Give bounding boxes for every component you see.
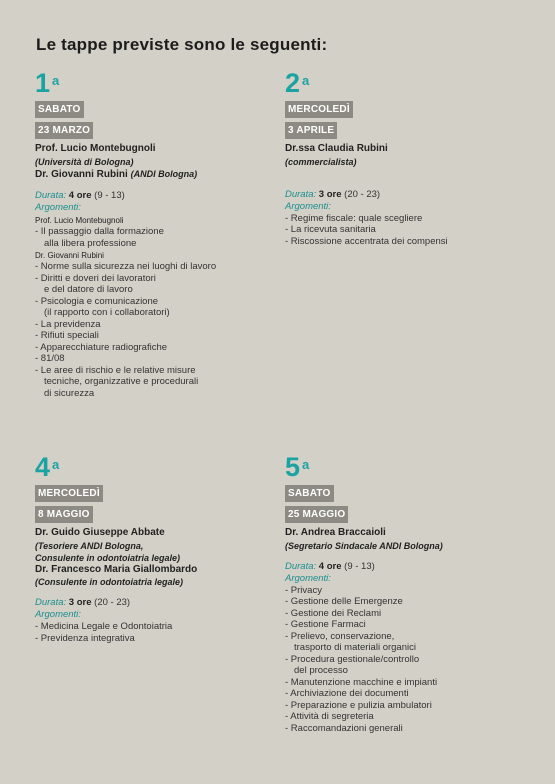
- speaker-name: Dr.ssa Claudia Rubini: [285, 143, 388, 154]
- topic-item: - Gestione Farmaci: [285, 619, 366, 630]
- topic-list: [35, 226, 280, 249]
- speaker-name: Dr. Andrea Braccaioli: [285, 527, 386, 538]
- speaker-affiliation: (Tesoriere ANDI Bologna, Consulente in odontoiatria legale): [35, 540, 181, 563]
- day-badge: SABATO: [285, 485, 334, 502]
- topic-item: - La previdenza: [35, 318, 101, 330]
- speaker-name: Prof. Lucio Montebugnoli: [35, 143, 156, 154]
- topics-label: Argomenti:: [35, 609, 81, 620]
- page-title: Le tappe previste sono le seguenti:: [36, 35, 328, 54]
- topic-list: [35, 621, 280, 644]
- day-badge: SABATO: [35, 101, 84, 118]
- topic-item: - Gestione delle Emergenze: [285, 596, 403, 607]
- speaker-affiliation: (Università di Bologna): [35, 156, 134, 167]
- speaker-affiliation: (Segretario Sindacale ANDI Bologna): [285, 540, 443, 551]
- day-badge: MERCOLEDÌ: [35, 485, 103, 502]
- topics-label: Argomenti:: [285, 572, 331, 584]
- speaker-affiliation: (Consulente in odontoiatria legale): [35, 577, 184, 587]
- date-badge: 23 MARZO: [35, 122, 93, 139]
- stage-2: [285, 69, 530, 247]
- topic-item: - Procedura gestionale/controllo del processo: [285, 653, 420, 676]
- duration: Durata: 3 ore (20 - 23): [285, 188, 381, 200]
- topic-list: [285, 213, 530, 248]
- stage-number: 5 $^a$: [285, 452, 310, 482]
- topic-item: - Diritti e doveri dei lavoratori e del datore di lavoro: [35, 272, 156, 295]
- topic-item: - Attività di segreteria: [285, 711, 374, 722]
- stage-5: [285, 453, 530, 734]
- stage-number: 4 $^a$: [35, 452, 60, 482]
- topic-item: - 81/08: [35, 353, 65, 364]
- topic-item: - Manutenzione macchine e impianti: [285, 676, 438, 688]
- topic-list: [285, 585, 530, 735]
- topic-item: - Preparazione e pulizia ambulatori: [285, 699, 432, 711]
- speaker-name: Dr. Giovanni Rubini (ANDI Bologna): [35, 168, 198, 180]
- topic-group-label: Dr. Giovanni Rubini: [35, 251, 104, 260]
- topics-label: Argomenti:: [285, 200, 331, 212]
- stage-number: 1 $^a$: [35, 68, 60, 98]
- topic-item: - Archiviazione dei documenti: [285, 688, 409, 699]
- date-badge: 8 MAGGIO: [35, 506, 93, 523]
- duration: Durata: 3 ore (20 - 23): [35, 597, 131, 608]
- topic-group-label: Prof. Lucio Montebugnoli: [35, 216, 124, 225]
- duration: Durata: 4 ore (9 - 13): [285, 560, 375, 572]
- duration: Durata: 4 ore (9 - 13): [35, 190, 125, 201]
- topic-item: - Previdenza integrativa: [35, 632, 135, 644]
- topics-label: Argomenti:: [35, 202, 81, 213]
- speaker-affiliation: (commercialista): [285, 156, 357, 167]
- speaker-name: Dr. Francesco Maria Giallombardo: [35, 563, 198, 575]
- topic-item: - Medicina Legale e Odontoiatria: [35, 621, 173, 632]
- topic-item: - Psicologia e comunicazione (il rapporto con i collaboratori): [35, 295, 170, 318]
- topic-item: - Raccomandazioni generali: [285, 722, 403, 734]
- topic-list: [35, 261, 280, 399]
- topic-item: - Riscossione accentrata dei compensi: [285, 235, 448, 247]
- day-badge: MERCOLEDÌ: [285, 101, 353, 118]
- stage-1: [35, 69, 280, 399]
- topic-item: - Il passaggio dalla formazione alla libera professione: [35, 226, 164, 249]
- topic-item: - Le aree di rischio e le relative misure tecniche, organizzative e procedurali di sicurezza: [35, 364, 199, 399]
- date-badge: 25 MAGGIO: [285, 506, 348, 523]
- topic-item: - Regime fiscale: quale scegliere: [285, 212, 423, 224]
- topic-item: - Gestione dei Reclami: [285, 607, 382, 619]
- topic-item: - Apparecchiature radiografiche: [35, 341, 168, 353]
- topic-item: - La ricevuta sanitaria: [285, 224, 376, 235]
- stage-number: 2 $^a$: [285, 68, 310, 98]
- speaker-affiliation: (ANDI Bologna): [130, 168, 198, 179]
- topic-item: - Rifiuti speciali: [35, 330, 99, 341]
- topic-item: - Privacy: [285, 584, 322, 596]
- topic-item: - Prelievo, conservazione, trasporto di materiali organici: [285, 630, 416, 653]
- topic-item: - Norme sulla sicurezza nei luoghi di lavoro: [35, 261, 217, 272]
- stage-4: [35, 453, 280, 644]
- speaker-name: Dr. Guido Giuseppe Abbate: [35, 527, 165, 538]
- date-badge: 3 APRILE: [285, 122, 337, 139]
